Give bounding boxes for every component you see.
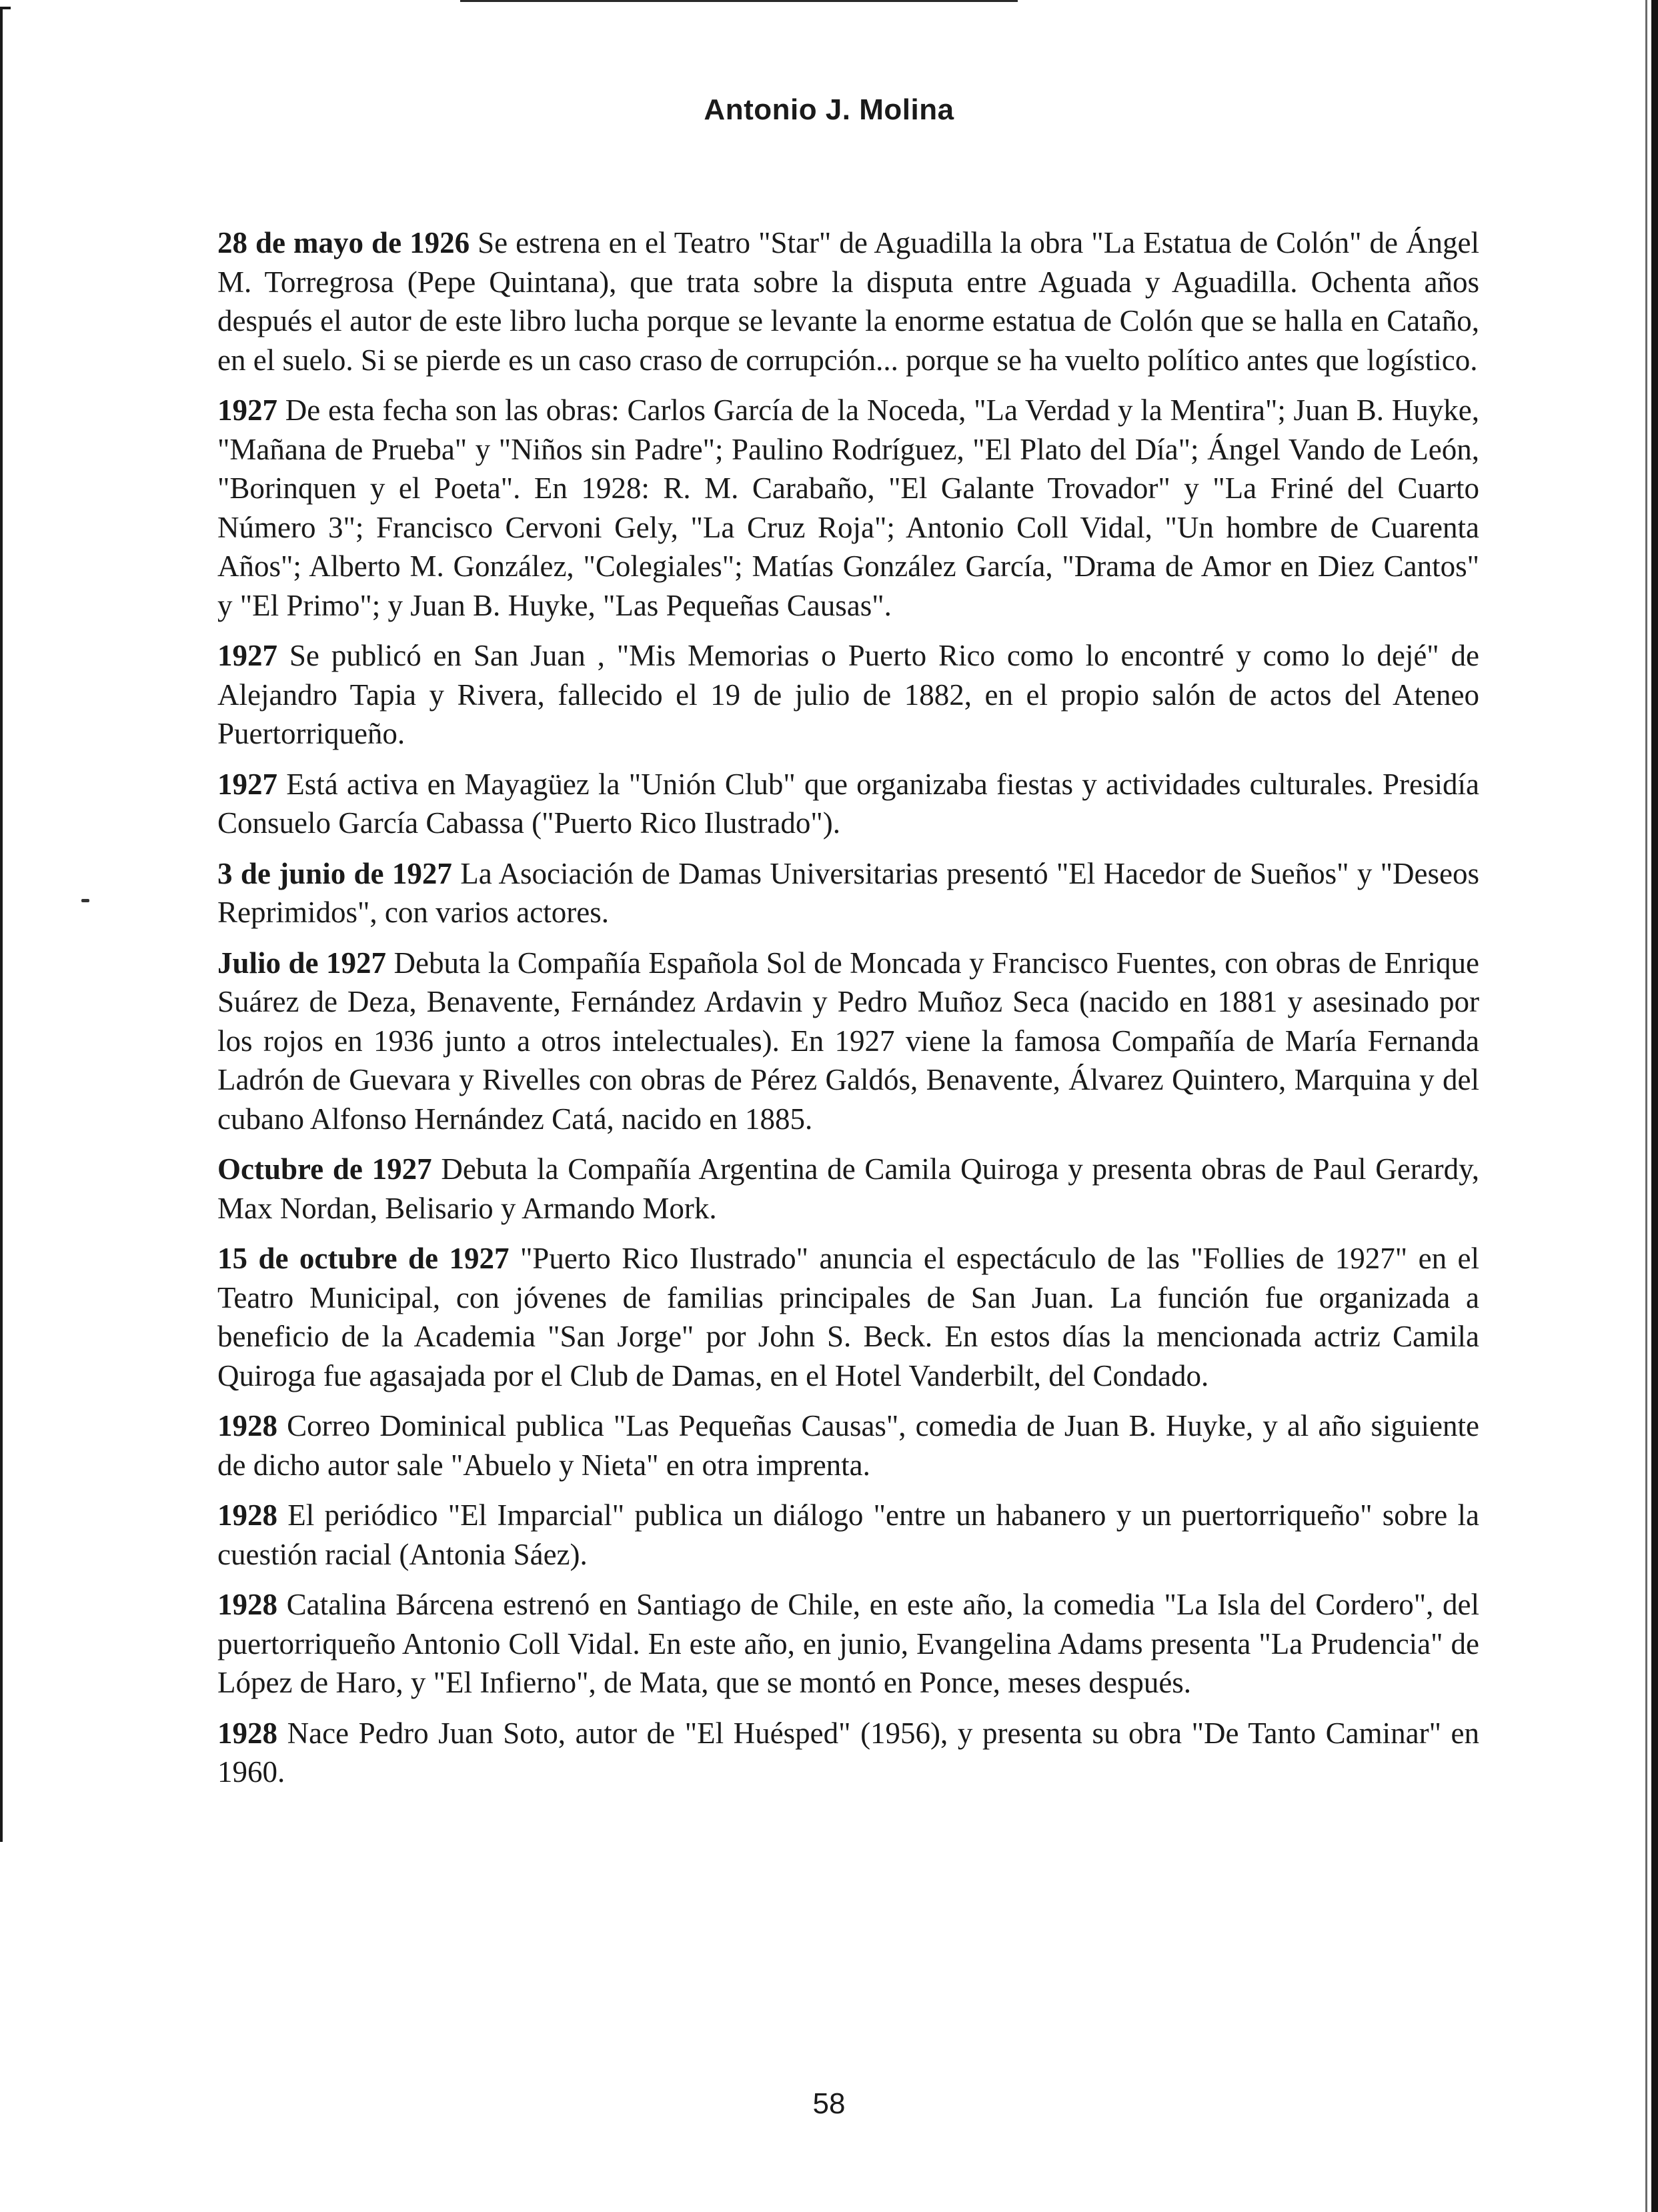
chronology-entry: [217, 391, 1479, 625]
entry-date: 1928: [217, 1716, 277, 1750]
entry-date: 1928: [217, 1588, 277, 1621]
entry-date: 28 de mayo de 1926: [217, 226, 470, 259]
chronology-entry: [217, 1406, 1479, 1484]
chronology-entry: [217, 223, 1479, 379]
entry-text: Está activa en Mayagüez la "Unión Club" que organizaba fiestas y actividades culturales. Presidía Consuelo García Cabassa ("Puerto Rico Ilustrado").: [217, 767, 1479, 840]
page-number: 58: [812, 2087, 846, 2120]
entry-text: "Puerto Rico Ilustrado" anuncia el espectáculo de las "Follies de 1927" en el Teatro Municipal, con jóvenes de familias principales de San Juan. La función fue organizada a beneficio de la Academia "San Jorge" por John S. Beck. En estos días la mencionada actriz Camila Quiroga fue agasajada por el Club de Damas, en el Hotel Vanderbilt, del Condado.: [217, 1242, 1479, 1392]
entry-text: Nace Pedro Juan Soto, autor de "El Huésped" (1956), y presenta su obra "De Tanto Caminar" en 1960.: [217, 1716, 1479, 1789]
entry-date: 1927: [217, 393, 277, 427]
chronology-entry: [217, 636, 1479, 754]
entry-text: La Asociación de Damas Universitarias presentó "El Hacedor de Sueños" y "Deseos Reprimidos", con varios actores.: [217, 856, 1480, 929]
scan-right-shadow: [1645, 0, 1647, 2212]
entry-text: Se publicó en San Juan , "Mis Memorias o Puerto Rico como lo encontré y como lo dejé" de Alejandro Tapia y Rivera, fallecido el 19 de julio de 1882, en el propio salón de actos del Ateneo Puertorriqueño.: [217, 639, 1479, 750]
top-rule: [460, 0, 1018, 2]
author-name: Antonio J. Molina: [704, 93, 954, 126]
entry-date: Julio de 1927: [217, 946, 386, 980]
scan-right-edge: [1651, 0, 1658, 2212]
entry-text: Catalina Bárcena estrenó en Santiago de Chile, en este año, la comedia "La Isla del Cordero", del puertorriqueño Antonio Coll Vidal. En este año, en junio, Evangelina Adams presenta "La Prudencia" de López de Haro, y "El Infierno", de Mata, que se montó en Ponce, meses después.: [217, 1588, 1479, 1699]
entry-text: De esta fecha son las obras: Carlos García de la Noceda, "La Verdad y la Mentira"; Juan B. Huyke, "Mañana de Prueba" y "Niños sin Padre"; Paulino Rodríguez, "El Plato del Día"; Ángel Vando de León, "Borinquen y el Poeta". En 1928: R. M. Carabaño, "El Galante Trovador" y "La Friné del Cuarto Número 3"; Francisco Cervoni Gely, "La Cruz Roja"; Antonio Coll Vidal, "Un hombre de Cuarenta Años"; Alberto M. González, "Colegiales"; Matías González García, "Drama de Amor en Diez Cantos" y "El Primo"; y Juan B. Huyke, "Las Pequeñas Causas".: [217, 393, 1479, 622]
chronology-entry: [217, 1239, 1479, 1395]
entry-text: Se estrena en el Teatro "Star" de Aguadilla la obra "La Estatua de Colón" de Ángel M. Torregrosa (Pepe Quintana), que trata sobre la disputa entre Aguada y Aguadilla. Ochenta años después el autor de este libro lucha porque se levante la enorme estatua de Colón que se halla en Cataño, en el suelo. Si se pierde es un caso craso de corrupción... porque se ha vuelto político antes que logístico.: [217, 226, 1479, 377]
running-header: [0, 93, 1658, 127]
chronology-entry: [217, 765, 1479, 843]
chronology-entry: [217, 1150, 1479, 1228]
entry-date: 3 de junio de 1927: [217, 856, 452, 890]
chronology-body: [217, 223, 1479, 1803]
scan-left-edge: [0, 8, 3, 1842]
entry-text: Correo Dominical publica "Las Pequeñas Causas", comedia de Juan B. Huyke, y al año siguiente de dicho autor sale "Abuelo y Nieta" en otra imprenta.: [217, 1409, 1480, 1482]
chronology-entry: [217, 854, 1479, 932]
scan-speck: [81, 899, 89, 902]
entry-text: Debuta la Compañía Argentina de Camila Quiroga y presenta obras de Paul Gerardy, Max Nordan, Belisario y Armando Mork.: [217, 1152, 1479, 1225]
chronology-entry: [217, 1585, 1479, 1703]
entry-date: Octubre de 1927: [217, 1152, 432, 1186]
entry-text: El periódico "El Imparcial" publica un diálogo "entre un habanero y un puertorriqueño" sobre la cuestión racial (Antonia Sáez).: [217, 1498, 1480, 1571]
chronology-entry: [217, 1714, 1479, 1792]
entry-date: 1927: [217, 639, 277, 672]
entry-date: 1928: [217, 1409, 277, 1442]
entry-date: 15 de octubre de 1927: [217, 1242, 510, 1275]
chronology-entry: [217, 944, 1479, 1139]
entry-text: Debuta la Compañía Española Sol de Moncada y Francisco Fuentes, con obras de Enrique Suárez de Deza, Benavente, Fernández Ardavin y Pedro Muñoz Seca (nacido en 1881 y asesinado por los rojos en 1936 junto a otros intelectuales). En 1927 viene la famosa Compañía de María Fernanda Ladrón de Guevara y Rivelles con obras de Pérez Galdós, Benavente, Álvarez Quintero, Marquina y del cubano Alfonso Hernández Catá, nacido en 1885.: [217, 946, 1479, 1136]
entry-date: 1927: [217, 767, 277, 801]
entry-date: 1928: [217, 1498, 277, 1532]
chronology-entry: [217, 1496, 1479, 1574]
